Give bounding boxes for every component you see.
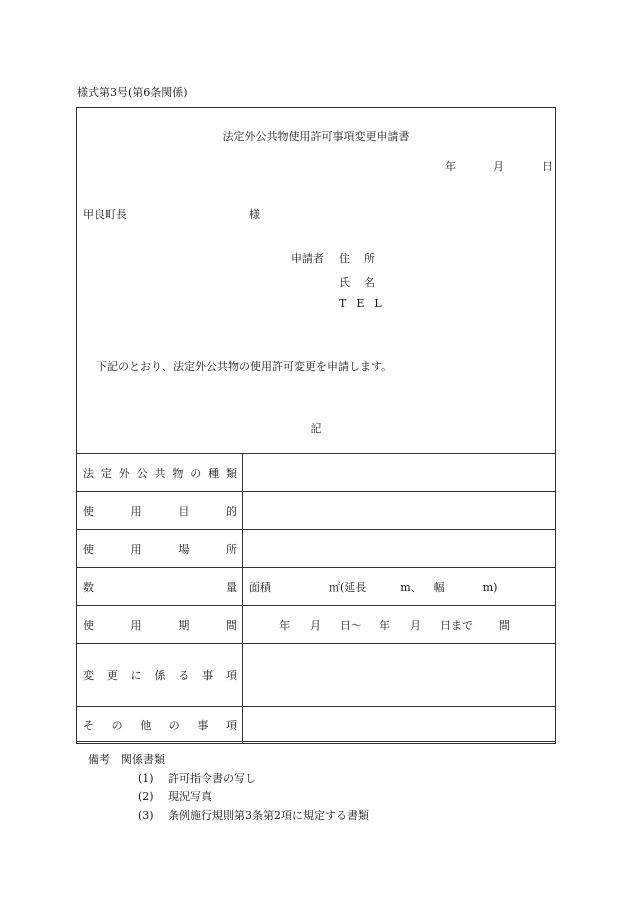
form-title: 法定外公共物使用許可事項変更申請書 [222, 130, 410, 143]
remarks-section [88, 751, 369, 825]
applicant-address-label: 住 所 [339, 252, 375, 265]
row-label-quantity: 数 量 [77, 568, 243, 606]
ki-heading: 記 [310, 422, 322, 435]
applicant-label: 申請者 [291, 252, 324, 265]
applicant-name-label: 氏 名 [339, 276, 375, 289]
date-month: 月 [493, 160, 504, 173]
quantity-value-cell[interactable]: 面積 ㎡(延長 m、 幅 m) [243, 568, 556, 606]
remarks-header: 備考 関係書類 [88, 753, 165, 766]
application-form [76, 107, 556, 742]
application-statement: 下記のとおり、法定外公共物の使用許可変更を申請します。 [96, 360, 393, 373]
form-number-label: 様式第3号(第6条関係) [77, 86, 188, 99]
table-row [77, 644, 556, 707]
purpose-value-cell[interactable] [243, 492, 556, 530]
table-row [77, 530, 556, 568]
table-row [77, 492, 556, 530]
remarks-item: (1) 許可指令書の写し [138, 771, 256, 785]
row-label-kind: 法 定 外 公 共 物 の 種 類 [77, 454, 243, 492]
row-label-other-items: そ の 他 の 事 項 [77, 707, 243, 744]
row-label-period: 使 用 期 間 [77, 606, 243, 644]
date-day: 日 [542, 160, 553, 173]
row-label-purpose: 使 用 目 的 [77, 492, 243, 530]
table-row [77, 606, 556, 644]
details-table [76, 453, 556, 744]
date-year: 年 [445, 160, 456, 173]
table-row [77, 454, 556, 492]
remarks-item: (2) 現況写真 [138, 790, 212, 803]
honorific: 様 [249, 208, 260, 221]
remarks-item: (3) 条例施行規則第3条第2項に規定する書類 [138, 808, 369, 822]
row-label-location: 使 用 場 所 [77, 530, 243, 568]
period-value-cell[interactable]: 年 月 日〜 年 月 日まで 間 [243, 606, 556, 644]
row-label-change-items: 変 更 に 係 る 事 項 [77, 644, 243, 707]
table-row [77, 568, 556, 606]
change-items-value-cell[interactable] [243, 644, 556, 707]
applicant-tel-label: T E L [339, 297, 382, 310]
addressee: 甲良町長 [83, 208, 127, 221]
other-items-value-cell[interactable] [243, 707, 556, 744]
kind-value-cell[interactable] [243, 454, 556, 492]
location-value-cell[interactable] [243, 530, 556, 568]
table-row [77, 707, 556, 744]
